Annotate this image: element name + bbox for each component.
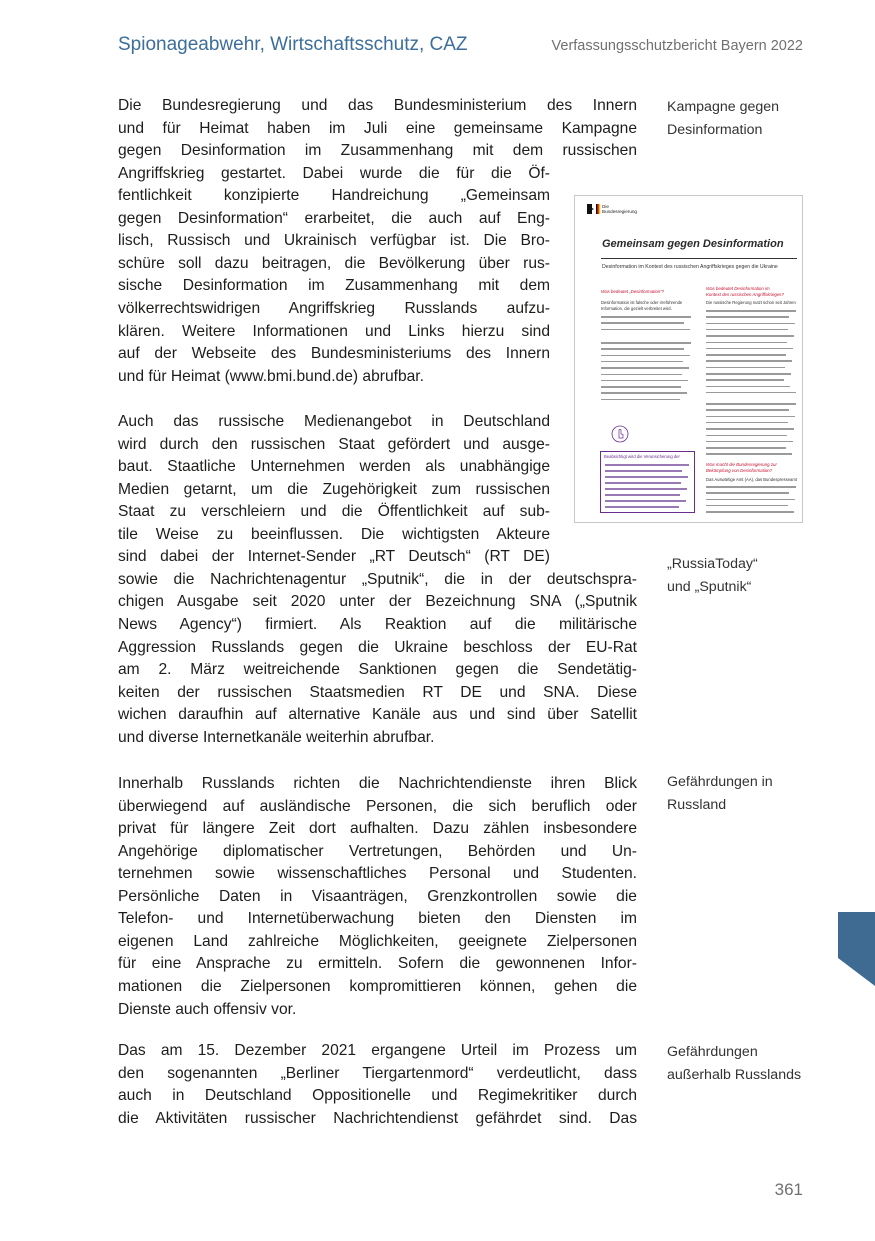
brochure-subtitle: Desinformation im Kontext des russischen Angriffskrieges gegen die Ukraine	[602, 264, 778, 270]
margin-note-line: Desinformation	[667, 122, 763, 138]
brochure-heading-line: Was macht die Bundesregierung zur	[706, 462, 777, 467]
text-line: sische Desinformation im Zusammenhang mit dem	[118, 277, 550, 295]
text-line: für eine Ansprache zu ermitteln. Sofern die gewonnenen Infor-	[118, 955, 637, 973]
brochure-right-heading	[706, 286, 784, 298]
hand-pointer-icon	[611, 425, 629, 443]
fine-print-line	[601, 329, 690, 331]
fine-print-line	[601, 342, 691, 344]
margin-note-line: außerhalb Russlands	[667, 1067, 802, 1083]
brochure-heading-line: Bekämpfung von Desinformation?	[706, 468, 773, 473]
text-line: gegen Desinformation“ erarbeitet, die auch auf Eng-	[118, 209, 550, 227]
fine-print-line	[706, 392, 796, 394]
fine-print-line	[601, 380, 688, 382]
text-line: gegen Desinformation im Zusammenhang mit dem russischen	[118, 142, 637, 160]
fine-print-line	[601, 322, 684, 324]
text-line: überwiegend auf ausländische Personen, die sich beruflich oder	[118, 797, 637, 815]
brochure-title: Gemeinsam gegen Desinformation	[602, 238, 784, 250]
brochure-left-body	[601, 300, 682, 313]
text-line: völkerrechtswidrigen Angriffskrieg Russlands aufzu-	[118, 299, 550, 317]
fine-print-line	[601, 392, 687, 394]
text-line: Angehörige diplomatischer Vertretungen, Behörden und Un-	[118, 842, 637, 860]
fine-print-line	[601, 367, 689, 369]
margin-note-line: Kampagne gegen	[667, 99, 780, 115]
brochure-box-text	[604, 454, 680, 460]
text-line: keiten der russischen Staatsmedien RT DE und SNA. Diese	[118, 683, 637, 701]
brochure-right-heading-2	[706, 462, 777, 474]
text-line: lisch, Russisch und Ukrainisch verfügbar ist. Die Bro-	[118, 232, 550, 250]
fine-print-line	[706, 492, 789, 494]
text-line: privat für längere Zeit dort aufhalten. Dazu zählen insbesondere	[118, 820, 637, 838]
text-line: Medien getarnt, um die Zugehörigkeit zum russischen	[118, 480, 550, 498]
text-line: auf der Webseite des Bundesministeriums des Innern	[118, 345, 550, 363]
fine-print-line	[706, 441, 793, 443]
text-line: Das am 15. Dezember 2021 ergangene Urteil im Prozess um	[118, 1042, 637, 1059]
brochure-body-line: Desinformation ist falsche oder irreführende	[601, 300, 683, 305]
text-line: die Aktivitäten russischer Nachrichtendienst gefährdet sind. Das	[118, 1109, 637, 1127]
margin-note-line: Gefährdungen	[667, 1044, 758, 1060]
brochure-right-body-2	[706, 477, 797, 483]
text-line: eigenen Land zahlreiche Möglichkeiten, geeignete Zielpersonen	[118, 932, 637, 950]
text-line: schüre soll dazu beitragen, die Bevölkerung über rus-	[118, 254, 550, 272]
fine-print-line	[706, 342, 787, 344]
text-line: klären. Weitere Informationen und Links hierzu sind	[118, 322, 550, 340]
fine-print-line	[706, 379, 784, 381]
text-line: den sogenannten „Berliner Tiergartenmord“ verdeutlicht, dass	[118, 1064, 637, 1082]
fine-print-line	[601, 348, 684, 350]
fine-print-line	[706, 499, 795, 501]
fine-print-line	[706, 329, 788, 331]
fine-print-line	[601, 399, 680, 401]
brochure-body-line: Die russische Regierung nutzt schon seit Jahren	[706, 300, 796, 305]
text-line: Innerhalb Russlands richten die Nachrichtendienste ihren Blick	[118, 775, 637, 792]
page-number: 361	[774, 1180, 803, 1199]
fine-print-line	[706, 360, 792, 362]
text-line: Angriffskrieg gestartet. Dabei wurde die für die Öf-	[118, 164, 550, 182]
brochure-logo-text	[602, 204, 637, 214]
fine-print-line	[706, 428, 794, 430]
text-line: ternehmen sowie wissenschaftliches Personal und Studenten.	[118, 865, 637, 883]
text-line: Persönliche Daten in Visaanträgen, Grenzkontrollen sowie die	[118, 887, 637, 905]
fine-print-line	[706, 409, 789, 411]
fine-print-line	[706, 447, 786, 449]
fine-print-line	[601, 355, 690, 357]
fine-print-line	[605, 488, 687, 490]
brochure-left-heading: Was bedeutet „Desinformation“?	[601, 289, 665, 294]
fine-print-line	[706, 435, 787, 437]
fine-print-line	[605, 470, 682, 472]
text-line: und für Heimat haben im Juli eine gemeinsame Kampagne	[118, 119, 637, 137]
report-title: Verfassungsschutzbericht Bayern 2022	[551, 38, 803, 54]
text-line: Auch das russische Medienangebot in Deutschland	[118, 413, 550, 430]
brochure-body-line: Information, die gezielt verbreitet wird.	[601, 306, 672, 312]
fine-print-line	[601, 361, 683, 363]
fine-print-line	[706, 335, 794, 337]
fine-print-line	[706, 416, 795, 418]
section-title: Spionageabwehr, Wirtschaftsschutz, CAZ	[118, 34, 468, 55]
fine-print-line	[706, 323, 795, 325]
brochure-logo-line: Die	[602, 204, 609, 209]
text-line: und für Heimat (www.bmi.bund.de) abrufbar.	[118, 367, 424, 385]
text-line: News Agency“) firmiert. Als Reaktion auf die militärische	[118, 615, 637, 633]
text-line: Aggression Russlands gegen die Ukraine beschloss der EU-Rat	[118, 638, 637, 656]
text-line: baut. Staatliche Unternehmen werden als unabhängige	[118, 458, 550, 476]
fine-print-line	[706, 486, 796, 488]
brochure-box-line: Beabsichtigt wird die Verunsicherung der	[604, 454, 680, 459]
fine-print-line	[605, 506, 679, 508]
fine-print-line	[706, 310, 796, 312]
fine-print-line	[706, 453, 792, 455]
text-line: fentlichkeit konzipierte Handreichung „Gemeinsam	[118, 187, 550, 205]
section-tab-marker	[838, 912, 875, 987]
brochure-body-line: Das Auswärtige Amt (AA), das Bundespresseamt	[706, 477, 798, 482]
text-line: Dienste auch offensiv vor.	[118, 1000, 297, 1018]
text-line: wichen daraufhin auf alternative Kanäle aus und sind über Satellit	[118, 706, 637, 724]
fine-print-line	[706, 403, 796, 405]
margin-note-russia-threats	[667, 771, 773, 817]
text-line: auch in Deutschland Oppositionelle und Regimekritiker durch	[118, 1087, 637, 1105]
fine-print-line	[605, 500, 686, 502]
fine-print-line	[706, 505, 788, 507]
fine-print-line	[605, 476, 688, 478]
fine-print-line	[706, 422, 788, 424]
fine-print-line	[706, 354, 786, 356]
federal-eagle-icon	[585, 203, 601, 215]
text-line: chigen Ausgabe seit 2020 unter der Bezeichnung SNA („Sputnik	[118, 593, 637, 611]
brochure-image	[574, 195, 803, 523]
text-line: am 2. März weitreichende Sanktionen gegen die Sendetätig-	[118, 661, 637, 679]
fine-print-line	[706, 316, 789, 318]
text-line: wird durch den russischen Staat gefördert und ausge-	[118, 435, 550, 453]
brochure-right-body	[706, 300, 796, 306]
brochure-heading-line: Kontext des russischen Angriffskrieges?	[706, 292, 784, 297]
fine-print-line	[605, 464, 689, 466]
text-line: Die Bundesregierung und das Bundesministerium des Innern	[118, 97, 637, 114]
text-line: sind dabei der Internet-Sender „RT Deutsch“ (RT DE)	[118, 548, 550, 566]
fine-print-line	[706, 386, 790, 388]
brochure-heading-line: Was bedeutet Desinformation im	[706, 286, 770, 291]
text-line: Staat zu verschleiern und die Öffentlichkeit auf sub-	[118, 503, 550, 521]
brochure-title-rule	[601, 258, 797, 259]
margin-note-line: Gefährdungen in	[667, 774, 773, 790]
margin-note-line: „RussiaToday“	[667, 556, 758, 572]
margin-note-line: Russland	[667, 797, 727, 813]
fine-print-line	[706, 511, 794, 513]
text-line: tile Weise zu beeinflussen. Die wichtigsten Akteure	[118, 525, 550, 543]
text-line: Telefon- und Internetüberwachung bieten den Diensten im	[118, 910, 637, 928]
text-line: mationen die Zielpersonen kompromittieren können, gehen die	[118, 977, 637, 995]
fine-print-line	[601, 374, 682, 376]
margin-note-line: und „Sputnik“	[667, 579, 752, 595]
margin-note-outside-russia	[667, 1041, 801, 1087]
fine-print-line	[605, 494, 680, 496]
fine-print-line	[706, 348, 793, 350]
margin-note-campaign	[667, 96, 779, 142]
fine-print-line	[601, 316, 691, 318]
brochure-logo-line: Bundesregierung	[602, 209, 637, 214]
fine-print-line	[601, 386, 681, 388]
fine-print-line	[605, 482, 681, 484]
text-line: und diverse Internetkanäle weiterhin abrufbar.	[118, 728, 435, 746]
fine-print-line	[706, 367, 785, 369]
text-line: sowie die Nachrichtenagentur „Sputnik“, die in der deutschspra-	[118, 570, 637, 588]
fine-print-line	[706, 373, 791, 375]
margin-note-russiatoday	[667, 553, 758, 599]
